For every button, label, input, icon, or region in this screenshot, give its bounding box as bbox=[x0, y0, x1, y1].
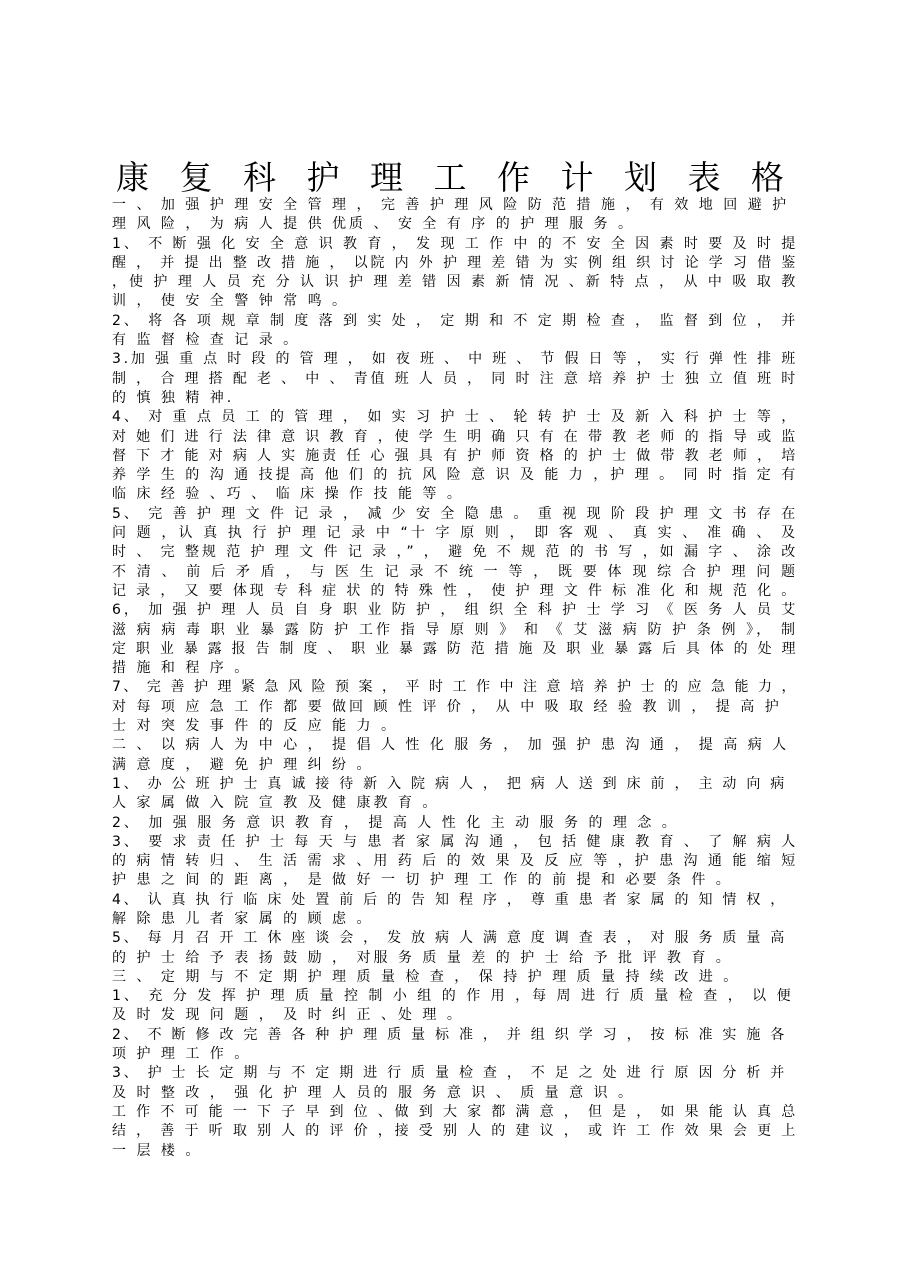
text-line: 3.加 强 重 点 时 段 的 管 理 ， 如 夜 班 、 中 班 、 节 假 日 等 ， 实 行 弹 性 排 班 bbox=[112, 351, 798, 368]
text-line: 4、 对 重 点 员 工 的 管 理 ， 如 实 习 护 士 、 轮 转 护 士 及 新 入 科 护 士 等 ， bbox=[112, 409, 798, 426]
text-line: 3、 护 士 长 定 期 与 不 定 期 进 行 质 量 检 查 ， 不 足 之 处 进 行 原 因 分 析 并 bbox=[112, 1065, 788, 1082]
text-line: 5、 每 月 召 开 工 休 座 谈 会 ， 发 放 病 人 满 意 度 调 查 表 ， 对 服 务 质 量 高 bbox=[112, 930, 788, 947]
text-line: 督 下 才 能 对 病 人 实 施责 任 心 强 具 有 护 师 资 格 的 护 士 做 带 教 老 师 ， 培 bbox=[112, 447, 798, 464]
text-line: 的 护 士 给 予 表 扬 鼓 励 ， 对服 务 质 量 差 的 护 士 给 予 批 评 教 育 。 bbox=[112, 949, 733, 966]
text-line: 对 每 项 应 急 工 作 都 要 做回 顾 性 评 价 ， 从 中 吸 取 经 验 教 训 ， 提 高 护 bbox=[112, 698, 782, 715]
text-line: 记 录 ， 又 要 体现 专 科 症 状 的 特 殊 性 ， 使 护 理 文 件 标 准 化 和 规 范 化 。 bbox=[112, 582, 798, 599]
text-line: 的 慎 独 精 神. bbox=[112, 389, 235, 406]
text-line: 2、 将 各 项 规 章 制 度 落 到 实 处 ， 定 期 和 不 定 期 检 查 ， 监 督 到 位 ， 并 bbox=[112, 312, 798, 329]
text-line: ，使 护 理 人 员 充 分 认 识 护 理 差 错 因 素 新 情 况 、新 特 点 ， 从 中 吸 取 教 bbox=[112, 274, 798, 291]
text-line: 醒 ， 并 提 出 整 改 措 施 ， 以院 内 外 护 理 差 错 为 实 例 组 织 讨 论 学 习 借 鉴 bbox=[112, 254, 798, 271]
text-line: 6， 加 强 护 理 人 员 自 身 职 业 防 护 ， 组 织 全 科 护 士 学 习 《 医 务 人 员 艾 bbox=[112, 602, 798, 619]
text-line: 满 意 度 ， 避 免 护 理 纠 纷 。 bbox=[112, 756, 374, 773]
text-line: 人 家 属 做 入 院 宣 教 及 健 康教 育 。 bbox=[112, 795, 440, 812]
text-line: 不 清 、 前 后 矛 盾 ， 与 医 生 记 录 不 统 一 等 ， 既 要 体 现 综 合 护 理 问 题 bbox=[112, 563, 798, 580]
text-line: 临 床 经 验 、巧 、 临 床 操 作 技 能 等 。 bbox=[112, 486, 464, 503]
text-line: 对 她 们 进 行 法 律 意 识 教 育 ，使 学 生 明 确 只 有 在 带 教 老 师 的 指 导 或 监 bbox=[112, 428, 798, 445]
document-body bbox=[112, 196, 798, 1161]
text-line: 5、 完 善 护 理 文 件 记 录 ， 减 少 安 全 隐 患 。 重 视 现 阶 段 护 理 文 书 存 在 bbox=[112, 505, 798, 522]
text-line: 工 作 不 可 能 一 下 子 早 到 位 、做 到 大 家 都 满 意 ， 但 是 ， 如 果 能 认 真 总 bbox=[112, 1103, 798, 1120]
document-title: 康 复 科 护 理 工 作 计 划 表 格 bbox=[116, 158, 794, 197]
text-line: 三 、 定 期 与 不 定 期 护 理 质 量 检 查 ， 保 持 护 理 质 量 持 续 改 进 。 bbox=[112, 968, 741, 985]
text-line: 一 、 加 强 护 理 安 全 管 理 ， 完 善 护 理 风 险 防 范 措 施 ， 有 效 地 回 避 护 bbox=[112, 197, 790, 213]
text-line: 护 患 之 间 的 距 离 ， 是 做 好 一 切 护 理 工 作 的 前 提 和 必要 条 件 。 bbox=[112, 872, 733, 889]
text-line: 项 护 理 工 作 。 bbox=[112, 1046, 252, 1063]
text-line: 及 时 发 现 问 题 ， 及 时 纠 正 、处 理 。 bbox=[112, 1007, 464, 1024]
text-line: 解 除 患 儿 者 家 属 的 顾 虑 。 bbox=[112, 910, 374, 927]
text-line: 4、 认 真 执 行 临 床 处 置 前 后 的 告 知 程 序 ， 尊 重 患 者 家 属 的 知 情 权 ， bbox=[112, 891, 788, 908]
text-line: 及 时 整 改 ， 强 化 护 理 人 员的 服 务 意 识 、 质 量 意 识 。 bbox=[112, 1084, 636, 1101]
text-line: 结 ， 善 于 听 取 别 人 的 评 价 ，接 受 别 人 的 建 议 ， 或 许 工 作 效 果 会 更 上 bbox=[112, 1123, 798, 1140]
text-line: 理 风 险 ， 为 病 人 提 供 优质 、 安 全 有 序 的 护 理 服 务 。 bbox=[112, 216, 636, 233]
text-line: 二 、 以 病 人 为 中 心 ， 提 倡 人 性 化 服 务 ， 加 强 护 患 沟 通 ， 提 高 病 人 bbox=[112, 737, 790, 754]
text-line: 的 病 情 转 归 、 生 活 需 求 、用 药 后 的 效 果 及 反 应 等 ，护 患 沟 通 能 缩 短 bbox=[112, 853, 798, 870]
text-line: 时 、 完 整规 范 护 理 文 件 记 录 ，” ， 避 免 不 规 范 的 书 写 ，如 漏 字 、 涂 改 bbox=[112, 544, 798, 561]
text-line: 问 题 ，认 真 执 行 护 理 记 录 中 “十 字 原 则 ， 即 客 观 、 真 实 、 准 确 、 及 bbox=[112, 525, 798, 542]
text-line: 定 职 业 暴 露 报 告 制 度 、 职 业 暴 露 防 范 措 施 及 职 业 暴 露 后 具 体 的 处 理 bbox=[112, 640, 798, 657]
text-line: 养 学 生 的 沟 通 技提 高 他 们 的 抗 风 险 意 识 及 能 力 ，护 理 。 同 时 指 定 有 bbox=[112, 467, 798, 484]
text-line: 2、 加 强 服 务 意 识 教 育 ， 提 高 人 性 化 主 动 服 务 的 理 念 。 bbox=[112, 814, 679, 831]
text-line: 制 ， 合 理 搭 配 老 、 中 、 青值 班 人 员 ， 同 时 注 意 培 养 护 士 独 立 值 班 时 bbox=[112, 370, 798, 387]
text-line: 1、 不 断 强 化 安 全 意 识 教 育 ， 发 现 工 作 中 的 不 安 全 因 素 时 要 及 时 提 bbox=[112, 235, 798, 252]
text-line: 3、 要 求 责 任 护 士 每 天 与 患 者 家 属 沟 通 ， 包 括 健 康 教 育 、 了 解 病 人 bbox=[112, 833, 798, 850]
text-line: 2、 不 断 修 改 完 善 各 种 护 理 质 量 标 准 ， 并 组 织 学 习 ， 按 标 准 实 施 各 bbox=[112, 1026, 788, 1043]
text-line: 滋 病 病 毒 职 业 暴 露 防 护 工作 指 导 原 则 》 和 《 艾 滋 病 防 护 条 例 》， 制 bbox=[112, 621, 798, 638]
text-line: 7、 完 善 护 理 紧 急 风 险 预 案 ， 平 时 工 作 中 注 意 培 养 护 士 的 应 急 能 力 ， bbox=[112, 679, 798, 696]
text-line: 有 监 督 检 查 记 录 。 bbox=[112, 332, 301, 349]
text-line: 1、 办 公 班 护 士 真 诚 接 待 新 入 院 病 人 ， 把 病 人 送 到 床 前 ， 主 动 向 病 bbox=[112, 775, 788, 792]
text-line: 一 层 楼 。 bbox=[112, 1142, 203, 1159]
text-line: 士 对 突 发 事 件 的 反 应 能 力 。 bbox=[112, 718, 398, 735]
text-line: 1、 充 分 发 挥 护 理 质 量 控 制 小 组 的 作 用 ，每 周 进 行 质 量 检 查 ， 以 便 bbox=[112, 988, 794, 1005]
text-line: 措 施 和 程 序 。 bbox=[112, 660, 252, 677]
text-line: 训 ， 使 安 全 警 钟 常 鸣 。 bbox=[112, 293, 350, 310]
